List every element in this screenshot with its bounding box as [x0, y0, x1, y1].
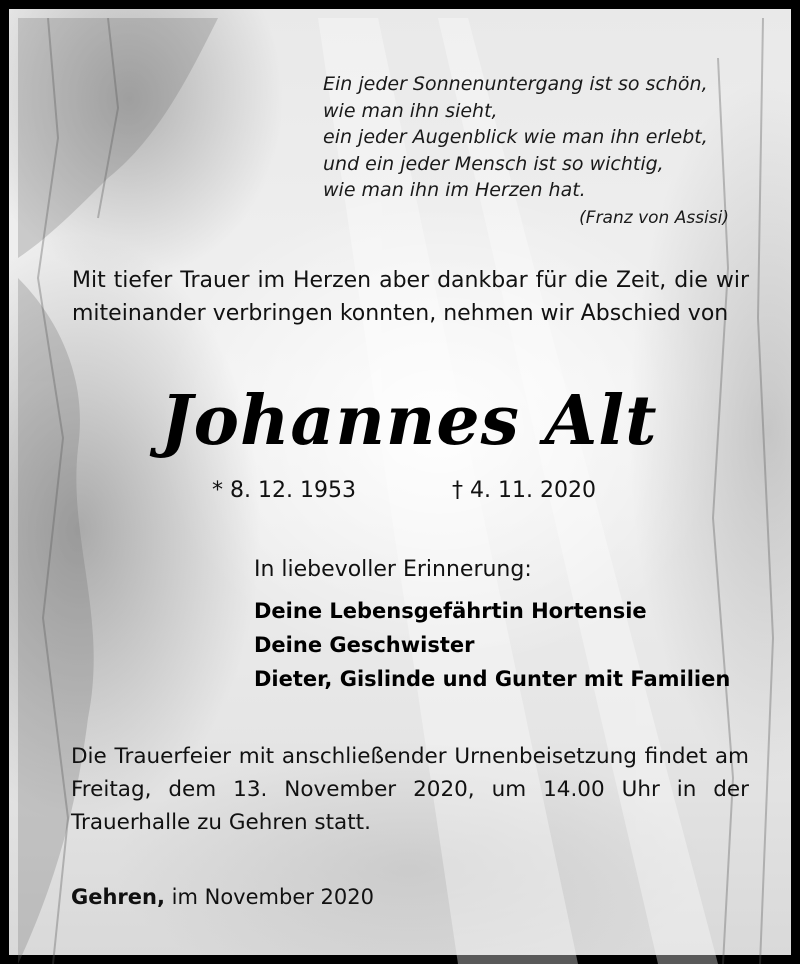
intro-text: Mit tiefer Trauer im Herzen aber dankbar für die Zeit, die wir miteinander verbringen konnten, nehmen wir Abschied von	[72, 268, 749, 326]
mourner-name: Dieter, Gislinde und Gunter mit Familien	[254, 667, 731, 691]
quote-line: wie man ihn sieht,	[323, 99, 498, 122]
mourner-name: Deine Lebensgefährtin Hortensie	[254, 599, 647, 623]
place-and-date	[71, 885, 374, 909]
mourners-heading: In liebevoller Erinnerung:	[254, 557, 532, 582]
mourner-name: Deine Geschwister	[254, 633, 475, 657]
quote-attribution: (Franz von Assisi)	[579, 208, 729, 228]
quote-line: ein jeder Augenblick wie man ihn erlebt,	[323, 126, 708, 148]
funeral-service-info: Die Trauerfeier mit anschließender Urnenbeisetzung findet am Freitag, dem 13. November 2020, um 14.00 Uhr in der Trauerhalle zu Gehren statt.	[71, 744, 749, 835]
opening-quote	[323, 71, 753, 204]
quote-line: wie man ihn im Herzen hat.	[323, 179, 586, 201]
quote-line: und ein jeder Mensch ist so wichtig,	[323, 152, 664, 175]
place-date: im November 2020	[171, 885, 374, 909]
place-town: Gehren,	[71, 885, 165, 909]
quote-line: Ein jeder Sonnenuntergang ist so schön,	[323, 73, 708, 95]
death-date: † 4. 11. 2020	[452, 478, 596, 503]
birth-date: * 8. 12. 1953	[212, 478, 356, 503]
deceased-name: Johannes Alt	[160, 381, 658, 461]
